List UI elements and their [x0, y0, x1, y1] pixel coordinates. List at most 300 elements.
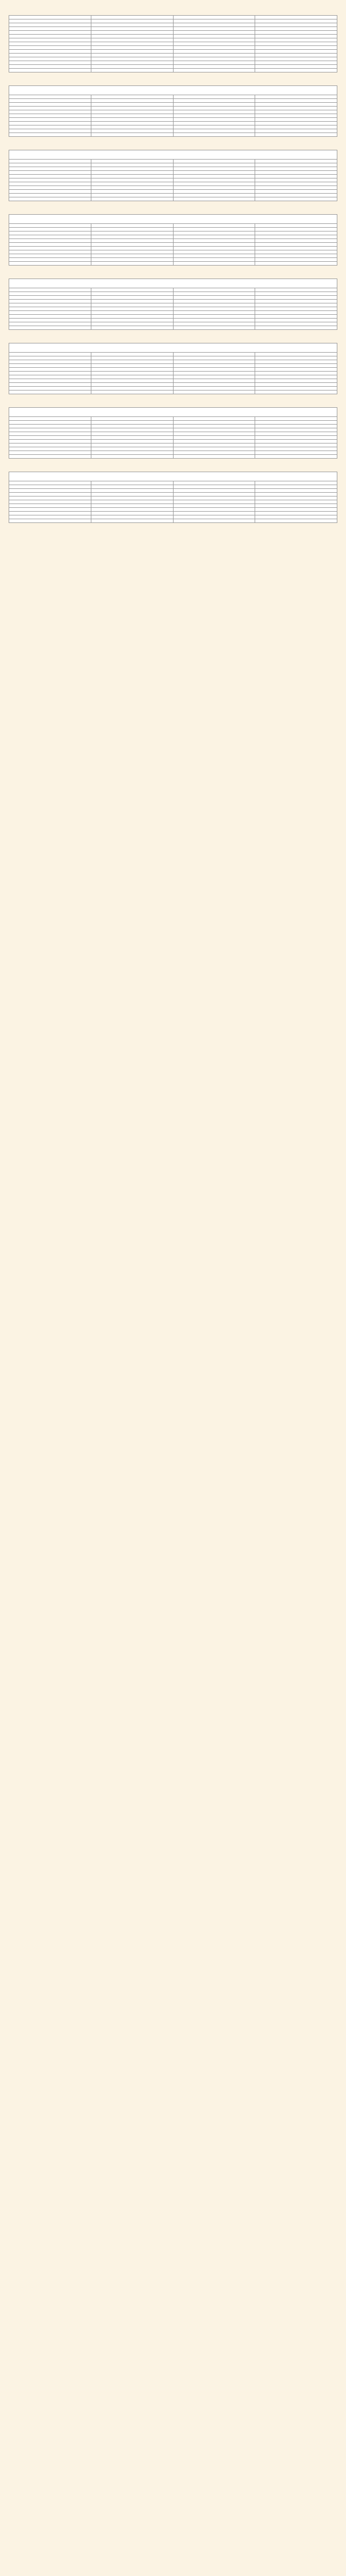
table-cell	[255, 190, 337, 194]
table-cell	[255, 167, 337, 171]
table-cell	[91, 489, 173, 493]
table-cell	[91, 440, 173, 443]
books-tbody	[9, 485, 337, 523]
column-header	[91, 353, 173, 356]
table-cell	[173, 296, 255, 300]
table-row	[9, 46, 337, 50]
table-cell	[9, 129, 91, 133]
table-row	[9, 103, 337, 107]
table-cell	[255, 194, 337, 197]
table-row	[9, 326, 337, 330]
column-header	[91, 160, 173, 163]
column-header	[173, 160, 255, 163]
table-cell	[255, 262, 337, 266]
table-row	[9, 243, 337, 247]
table-cell	[91, 432, 173, 436]
table-cell	[255, 322, 337, 326]
table-row	[9, 118, 337, 122]
books-table-wrap	[9, 472, 337, 523]
table-cell	[173, 512, 255, 515]
table-cell	[255, 425, 337, 428]
table-cell	[9, 512, 91, 515]
table-cell	[9, 500, 91, 504]
table-cell	[9, 519, 91, 523]
table-cell	[173, 171, 255, 175]
table-row	[9, 27, 337, 31]
table-cell	[9, 178, 91, 182]
column-header	[173, 353, 255, 356]
table-cell	[173, 300, 255, 303]
table-cell	[255, 296, 337, 300]
table-cell	[91, 239, 173, 243]
table-cell	[173, 262, 255, 266]
table-cell	[255, 436, 337, 440]
table-cell	[91, 114, 173, 118]
column-header	[255, 481, 337, 485]
table-row	[9, 175, 337, 178]
table-cell	[173, 500, 255, 504]
table-row	[9, 307, 337, 311]
table-cell	[9, 440, 91, 443]
table-cell	[255, 500, 337, 504]
table-cell	[9, 364, 91, 368]
table-cell	[9, 182, 91, 186]
column-header	[255, 417, 337, 421]
table-cell	[173, 421, 255, 425]
table-cell	[173, 326, 255, 330]
table-cell	[255, 247, 337, 250]
adult-readers-table-wrap	[9, 150, 337, 201]
table-header-row	[9, 481, 337, 485]
table-cell	[91, 508, 173, 512]
table-cell	[9, 110, 91, 114]
table-cell	[255, 364, 337, 368]
column-header	[9, 160, 91, 163]
table-row	[9, 322, 337, 326]
table-cell	[173, 107, 255, 110]
table-cell	[173, 504, 255, 508]
table-cell	[91, 258, 173, 262]
table-cell	[9, 23, 91, 27]
table-cell	[91, 186, 173, 190]
table-cell	[9, 496, 91, 500]
table-cell	[255, 35, 337, 38]
table-cell	[9, 167, 91, 171]
table-cell	[9, 307, 91, 311]
table-cell	[173, 35, 255, 38]
column-header	[173, 16, 255, 19]
table-cell	[255, 455, 337, 459]
table-cell	[173, 375, 255, 379]
table-row	[9, 125, 337, 129]
table-row	[9, 228, 337, 231]
table-cell	[255, 319, 337, 322]
table-cell	[255, 23, 337, 27]
table-cell	[9, 35, 91, 38]
table-cell	[255, 493, 337, 496]
table-cell	[255, 485, 337, 489]
column-header	[9, 481, 91, 485]
table-cell	[91, 425, 173, 428]
table-cell	[9, 42, 91, 46]
table-row	[9, 69, 337, 72]
table-cell	[91, 46, 173, 50]
table-cell	[9, 118, 91, 122]
books-table-wrap	[9, 214, 337, 266]
table-row	[9, 515, 337, 519]
column-header	[255, 224, 337, 228]
table-cell	[91, 171, 173, 175]
table-cell	[255, 303, 337, 307]
table-cell	[91, 61, 173, 65]
table-cell	[255, 368, 337, 372]
table-cell	[255, 57, 337, 61]
table-row	[9, 197, 337, 201]
table-cell	[255, 311, 337, 315]
table-cell	[9, 485, 91, 489]
table-cell	[173, 50, 255, 54]
table-row	[9, 440, 337, 443]
table-row	[9, 35, 337, 38]
table-cell	[255, 103, 337, 107]
table-row	[9, 300, 337, 303]
books-tbody	[9, 356, 337, 394]
table-row	[9, 311, 337, 315]
table-cell	[9, 451, 91, 455]
table-cell	[91, 228, 173, 231]
table-row	[9, 383, 337, 387]
table-cell	[91, 519, 173, 523]
table-cell	[173, 190, 255, 194]
table-cell	[173, 489, 255, 493]
table-row	[9, 262, 337, 266]
table-row	[9, 432, 337, 436]
table-cell	[9, 54, 91, 57]
table-cell	[173, 493, 255, 496]
table-cell	[9, 383, 91, 387]
table-row	[9, 61, 337, 65]
table-cell	[255, 379, 337, 383]
table-cell	[255, 197, 337, 201]
table-cell	[173, 129, 255, 133]
table-row	[9, 496, 337, 500]
table-cell	[91, 231, 173, 235]
table-cell	[91, 178, 173, 182]
table-cell	[91, 512, 173, 515]
table-cell	[91, 307, 173, 311]
table-cell	[9, 247, 91, 250]
table-cell	[9, 375, 91, 379]
table-cell	[255, 46, 337, 50]
table-cell	[255, 182, 337, 186]
table-cell	[173, 69, 255, 72]
table-cell	[91, 500, 173, 504]
column-header	[9, 288, 91, 292]
table-cell	[91, 107, 173, 110]
table-row	[9, 23, 337, 27]
table-cell	[91, 421, 173, 425]
table-cell	[173, 110, 255, 114]
table-cell	[91, 493, 173, 496]
table-cell	[9, 194, 91, 197]
table-cell	[173, 247, 255, 250]
table-cell	[9, 300, 91, 303]
table-cell	[91, 163, 173, 167]
table-row	[9, 428, 337, 432]
table-cell	[173, 54, 255, 57]
activities-table	[9, 15, 337, 72]
table-row	[9, 519, 337, 523]
table-cell	[255, 356, 337, 360]
table-cell	[91, 451, 173, 455]
table-row	[9, 122, 337, 125]
table-cell	[91, 129, 173, 133]
table-row	[9, 163, 337, 167]
table-cell	[91, 262, 173, 266]
table-row	[9, 387, 337, 390]
table-row	[9, 379, 337, 383]
table-cell	[255, 315, 337, 319]
column-header	[9, 95, 91, 99]
table-cell	[173, 428, 255, 432]
kids-readers-tbody	[9, 99, 337, 137]
table-cell	[9, 69, 91, 72]
table-cell	[9, 508, 91, 512]
table-cell	[173, 425, 255, 428]
table-cell	[91, 182, 173, 186]
table-row	[9, 485, 337, 489]
table-row	[9, 258, 337, 262]
column-header	[173, 95, 255, 99]
table-cell	[173, 356, 255, 360]
table-cell	[9, 372, 91, 375]
table-cell	[9, 360, 91, 364]
adult-readers-caption	[9, 150, 337, 159]
table-row	[9, 54, 337, 57]
table-cell	[173, 455, 255, 459]
table-cell	[91, 65, 173, 69]
table-cell	[255, 307, 337, 311]
table-cell	[173, 186, 255, 190]
table-cell	[173, 258, 255, 262]
table-cell	[173, 307, 255, 311]
table-cell	[173, 228, 255, 231]
table-cell	[91, 197, 173, 201]
table-cell	[173, 175, 255, 178]
table-cell	[173, 122, 255, 125]
table-row	[9, 114, 337, 118]
table-cell	[91, 515, 173, 519]
table-row	[9, 50, 337, 54]
table-cell	[91, 27, 173, 31]
table-cell	[9, 436, 91, 440]
table-row	[9, 235, 337, 239]
table-cell	[255, 175, 337, 178]
table-row	[9, 319, 337, 322]
table-cell	[91, 38, 173, 42]
table-cell	[91, 447, 173, 451]
column-header	[255, 353, 337, 356]
table-cell	[255, 519, 337, 523]
column-header	[255, 160, 337, 163]
section-readers	[0, 85, 346, 201]
table-cell	[91, 125, 173, 129]
footer-text	[0, 536, 346, 553]
table-cell	[173, 303, 255, 307]
table-cell	[173, 178, 255, 182]
kids-readers-table-wrap	[9, 85, 337, 137]
table-cell	[9, 38, 91, 42]
table-cell	[9, 425, 91, 428]
table-cell	[173, 360, 255, 364]
table-row	[9, 99, 337, 103]
table-cell	[91, 443, 173, 447]
table-cell	[173, 38, 255, 42]
table-cell	[9, 493, 91, 496]
activities-table-wrap	[9, 15, 337, 72]
table-cell	[91, 247, 173, 250]
table-cell	[91, 250, 173, 254]
table-cell	[9, 99, 91, 103]
table-cell	[91, 368, 173, 372]
table-cell	[173, 519, 255, 523]
table-cell	[255, 508, 337, 512]
table-cell	[91, 118, 173, 122]
table-row	[9, 186, 337, 190]
table-cell	[173, 383, 255, 387]
table-row	[9, 129, 337, 133]
table-cell	[9, 50, 91, 54]
table-cell	[9, 432, 91, 436]
table-cell	[9, 133, 91, 137]
table-row	[9, 292, 337, 296]
table-cell	[9, 322, 91, 326]
table-cell	[91, 436, 173, 440]
table-cell	[91, 322, 173, 326]
table-cell	[173, 379, 255, 383]
table-cell	[173, 315, 255, 319]
table-cell	[255, 186, 337, 190]
table-cell	[9, 235, 91, 239]
table-cell	[173, 231, 255, 235]
table-cell	[255, 375, 337, 379]
table-cell	[91, 319, 173, 322]
table-cell	[255, 383, 337, 387]
table-row	[9, 451, 337, 455]
table-cell	[9, 504, 91, 508]
column-header	[255, 288, 337, 292]
table-row	[9, 254, 337, 258]
table-cell	[91, 235, 173, 239]
table-cell	[91, 375, 173, 379]
table-row	[9, 375, 337, 379]
table-cell	[255, 239, 337, 243]
table-cell	[91, 292, 173, 296]
table-cell	[91, 31, 173, 35]
table-cell	[173, 319, 255, 322]
table-cell	[173, 19, 255, 23]
table-cell	[9, 447, 91, 451]
table-cell	[91, 99, 173, 103]
column-header	[91, 95, 173, 99]
table-cell	[255, 515, 337, 519]
table-cell	[173, 496, 255, 500]
table-cell	[255, 228, 337, 231]
table-cell	[255, 387, 337, 390]
table-cell	[255, 65, 337, 69]
table-cell	[91, 296, 173, 300]
books-table-wrap	[9, 407, 337, 459]
table-cell	[255, 38, 337, 42]
table-cell	[91, 455, 173, 459]
books-table-caption	[9, 407, 337, 416]
table-cell	[91, 167, 173, 171]
table-cell	[91, 19, 173, 23]
column-header	[173, 417, 255, 421]
books-table	[9, 223, 337, 266]
table-cell	[173, 167, 255, 171]
table-cell	[173, 440, 255, 443]
table-cell	[91, 103, 173, 107]
table-cell	[9, 46, 91, 50]
table-cell	[255, 243, 337, 247]
table-cell	[9, 250, 91, 254]
table-row	[9, 500, 337, 504]
table-cell	[255, 326, 337, 330]
table-cell	[91, 69, 173, 72]
column-header	[91, 481, 173, 485]
table-header-row	[9, 224, 337, 228]
table-cell	[9, 387, 91, 390]
table-cell	[91, 387, 173, 390]
table-cell	[173, 114, 255, 118]
table-cell	[91, 243, 173, 247]
table-cell	[255, 421, 337, 425]
table-row	[9, 231, 337, 235]
table-cell	[173, 182, 255, 186]
column-header	[9, 224, 91, 228]
table-cell	[255, 360, 337, 364]
table-cell	[255, 129, 337, 133]
table-cell	[9, 443, 91, 447]
table-cell	[173, 57, 255, 61]
table-cell	[255, 163, 337, 167]
table-cell	[9, 65, 91, 69]
books-table	[9, 481, 337, 523]
activities-tbody	[9, 19, 337, 72]
table-cell	[91, 122, 173, 125]
table-cell	[91, 428, 173, 432]
column-header	[173, 481, 255, 485]
table-cell	[91, 54, 173, 57]
table-cell	[91, 194, 173, 197]
books-table-caption	[9, 214, 337, 223]
table-row	[9, 303, 337, 307]
table-cell	[173, 243, 255, 247]
adult-readers-table	[9, 159, 337, 201]
table-cell	[9, 186, 91, 190]
table-cell	[173, 197, 255, 201]
table-cell	[255, 171, 337, 175]
column-header	[173, 224, 255, 228]
table-cell	[173, 390, 255, 394]
table-cell	[173, 235, 255, 239]
column-header	[9, 353, 91, 356]
table-cell	[9, 197, 91, 201]
table-row	[9, 250, 337, 254]
table-cell	[173, 322, 255, 326]
table-cell	[173, 31, 255, 35]
